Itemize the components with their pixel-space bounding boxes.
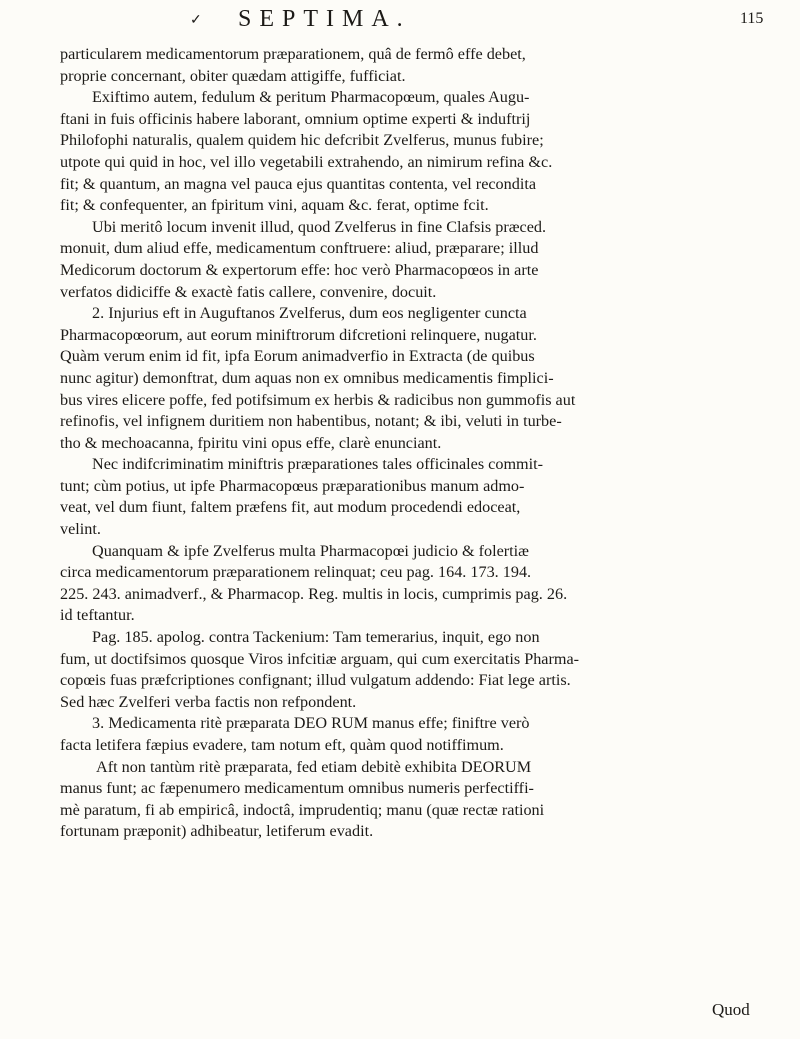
text-line: fit; & confequenter, an fpiritum vini, aquam &c. ferat, optime fcit. [60,196,489,215]
head-mark: ✓ [190,13,202,28]
text-line: Sed hæc Zvelferi verba factis non refpondent. [60,692,357,711]
text-line: Exiftimo autem, fedulum & peritum Pharmacopœum, quales Augu- [92,88,530,107]
text-line: manus funt; ac fæpenumero medicamentum omnibus numeris perfectiffi- [60,779,534,798]
chapter-title: SEPTIMA. [238,6,411,32]
text-line: copœis fuas præfcriptiones confignant; illud vulgatum addendo: Fiat lege artis. [60,671,571,690]
catchword: Quod [712,1000,750,1019]
text-line: bus vires elicere poffe, fed potifsimum ex herbis & radicibus non gummofis aut [60,390,576,409]
text-line: particularem medicamentorum præparationem, quâ de fermô effe debet, [60,45,526,63]
text-line: tunt; cùm potius, ut ipfe Pharmacopœus præparationibus manum admo- [60,476,525,495]
running-head [0,4,800,38]
text-line: fit; & quantum, an magna vel pauca ejus quantitas contenta, vel recondita [60,174,537,193]
text-line: veat, vel dum fiunt, faltem præfens fit, aut modum procedendi edoceat, [60,498,521,517]
text-line: Quanquam & ipfe Zvelferus multa Pharmacopœi judicio & folertiæ [92,541,529,560]
text-line: ftani in fuis officinis habere laborant, omnium optime experti & induftrij [60,109,531,128]
text-line: circa medicamentorum præparationem relinquat; ceu pag. 164. 173. 194. [60,563,532,582]
text-line: Pharmacopœorum, aut eorum miniftrorum difcretioni relinquere, nugatur. [60,325,537,344]
body-text [60,44,772,843]
text-line: Philofophi naturalis, qualem quidem hic defcribit Zvelferus, munus fubire; [60,131,544,150]
text-line: fum, ut doctifsimos quosque Viros infcitiæ arguam, qui cum exercitatis Pharma- [60,649,580,668]
text-line: facta letifera fæpius evadere, tam notum eft, quàm quod notiffimum. [60,736,504,754]
text-line: 2. Injurius eft in Auguftanos Zvelferus, dum eos negligenter cuncta [92,304,527,323]
text-line: verfatos didiciffe & exactè fatis callere, convenire, docuit. [60,282,437,301]
text-line: Quàm verum enim id fit, ipfa Eorum animadverfio in Extracta (de quibus [60,347,535,366]
text-line: utpote qui quid in hoc, vel illo vegetabili extrahendo, an nimirum refina &c. [60,152,553,171]
text-line: Nec indifcriminatim miniftris præparationes tales officinales commit- [92,455,544,474]
text-line: tho & mechoacanna, fpiritu vini opus effe, clarè enunciant. [60,433,442,452]
text-line: nunc agitur) demonftrat, dum aquas non ex omnibus medicamentis fimplici- [60,368,554,387]
text-line: 225. 243. animadverf., & Pharmacop. Reg. multis in locis, cumprimis pag. 26. [60,584,568,603]
text-line: 3. Medicamenta ritè præparata DEO RUM manus effe; finiftre verò [92,714,530,733]
page-number: 115 [740,10,764,27]
text-line: refinofis, vel infignem duritiem non habentibus, notant; & ibi, veluti in turbe- [60,412,562,431]
text-line: monuit, dum aliud effe, medicamentum conftruere: aliud, præparare; illud [60,239,539,258]
text-line: Aft non tantùm ritè præparata, fed etiam debitè exhibita DEORUM [96,757,532,776]
text-line: velint. [60,520,101,539]
text-line: id teftantur. [60,606,135,625]
text-line: Medicorum doctorum & expertorum effe: hoc verò Pharmacopœos in arte [60,260,539,279]
text-line: proprie concernant, obiter quædam attigiffe, fufficiat. [60,66,406,85]
text-line: fortunam præponit) adhibeatur, letiferum evadit. [60,822,374,841]
text-line: mè paratum, fi ab empiricâ, indoctâ, imprudentiq; manu (quæ rectæ rationi [60,800,545,819]
text-line: Pag. 185. apolog. contra Tackenium: Tam temerarius, inquit, ego non [92,628,540,647]
text-line: Ubi meritô locum invenit illud, quod Zvelferus in fine Clafsis præced. [92,217,547,236]
